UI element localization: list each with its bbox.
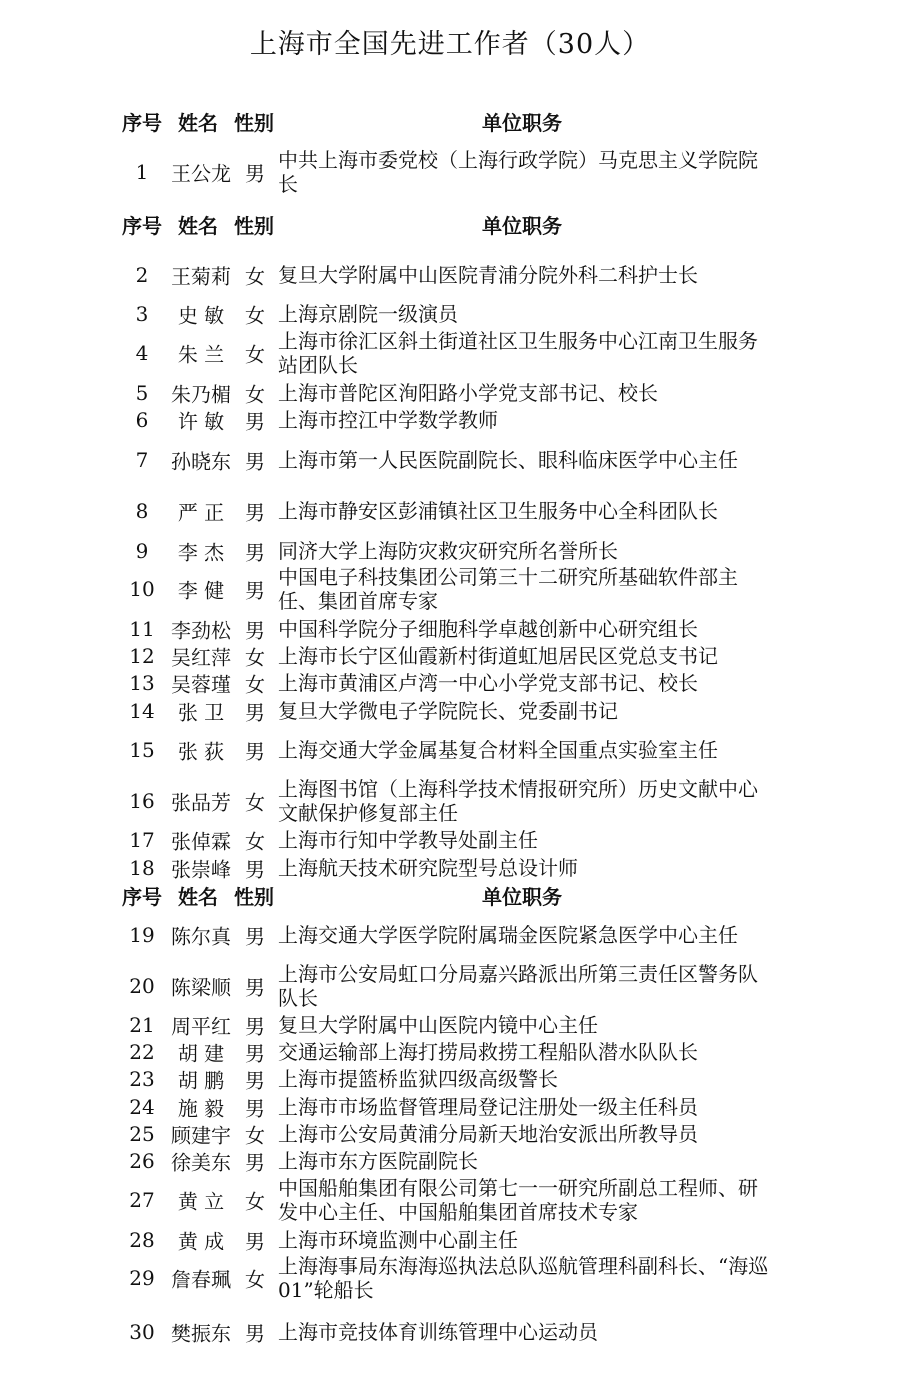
row-num: 1 — [135, 160, 149, 184]
row-unit: 复旦大学附属中山医院内镜中心主任 — [278, 1013, 598, 1037]
row-unit: 上海市东方医院副院长 — [278, 1149, 478, 1173]
row-gender: 男 — [245, 1150, 265, 1175]
row-name: 吴红萍 — [171, 645, 231, 670]
row-num: 9 — [135, 539, 149, 563]
row-unit: 交通运输部上海打捞局救捞工程船队潜水队队长 — [278, 1040, 698, 1064]
header-unit: 单位职务 — [482, 111, 562, 135]
row-unit: 上海市第一人民医院副院长、眼科临床医学中心主任 — [278, 448, 738, 472]
table-row — [0, 148, 900, 196]
table-header — [0, 107, 900, 135]
row-unit: 上海市环境监测中心副主任 — [278, 1228, 518, 1252]
row-unit: 上海市静安区彭浦镇社区卫生服务中心全科团队长 — [278, 499, 718, 523]
row-num: 20 — [129, 974, 155, 998]
row-gender: 男 — [245, 857, 265, 882]
table-row — [0, 446, 900, 474]
row-num: 15 — [129, 738, 155, 762]
row-name: 詹春珮 — [171, 1267, 231, 1292]
row-gender: 男 — [245, 1321, 265, 1346]
row-unit: 上海航天技术研究院型号总设计师 — [278, 856, 578, 880]
row-gender: 男 — [245, 975, 265, 1000]
table-header — [0, 210, 900, 238]
row-name: 陈尔真 — [171, 924, 231, 949]
row-gender: 女 — [245, 342, 265, 367]
row-gender: 女 — [245, 829, 265, 854]
row-gender: 女 — [245, 1267, 265, 1292]
row-unit: 上海京剧院一级演员 — [278, 302, 458, 326]
row-unit: 中共上海市委党校（上海行政学院）马克思主义学院院长 — [278, 148, 758, 196]
row-gender: 男 — [245, 578, 265, 603]
table-row — [0, 697, 900, 725]
row-gender: 男 — [245, 1041, 265, 1066]
row-num: 11 — [129, 617, 155, 641]
row-num: 27 — [129, 1188, 155, 1212]
row-gender: 女 — [245, 1123, 265, 1148]
row-gender: 男 — [245, 540, 265, 565]
row-unit: 中国科学院分子细胞科学卓越创新中心研究组长 — [278, 617, 698, 641]
row-unit: 上海市黄浦区卢湾一中心小学党支部书记、校长 — [278, 671, 698, 695]
row-gender: 男 — [245, 161, 265, 186]
table-row — [0, 1226, 900, 1254]
row-num: 29 — [129, 1266, 155, 1290]
header-gender: 性别 — [234, 214, 274, 238]
row-name: 严 正 — [177, 500, 225, 525]
row-gender: 女 — [245, 790, 265, 815]
table-row — [0, 642, 900, 670]
row-gender: 男 — [245, 924, 265, 949]
page-title: 上海市全国先进工作者（30人） — [249, 29, 651, 60]
table-row — [0, 1176, 900, 1224]
row-name: 吴蓉瑾 — [171, 672, 231, 697]
row-num: 17 — [129, 828, 155, 852]
row-name: 王公龙 — [171, 161, 231, 186]
row-unit: 上海市竞技体育训练管理中心运动员 — [278, 1320, 598, 1344]
table-row — [0, 565, 900, 613]
row-name: 张品芳 — [171, 790, 231, 815]
row-gender: 男 — [245, 409, 265, 434]
row-unit: 上海图书馆（上海科学技术情报研究所）历史文献中心文献保护修复部主任 — [278, 777, 758, 825]
row-gender: 女 — [245, 264, 265, 289]
table-row — [0, 1254, 900, 1302]
table-row — [0, 300, 900, 328]
row-num: 8 — [135, 499, 149, 523]
row-unit: 上海市公安局虹口分局嘉兴路派出所第三责任区警务队队长 — [278, 962, 758, 1010]
header-name: 姓名 — [178, 885, 218, 909]
row-num: 19 — [129, 923, 155, 947]
row-num: 12 — [129, 644, 155, 668]
row-name: 胡 建 — [177, 1041, 225, 1066]
row-name: 黄 成 — [177, 1229, 225, 1254]
header-unit: 单位职务 — [482, 214, 562, 238]
row-gender: 女 — [245, 645, 265, 670]
row-unit: 上海市提篮桥监狱四级高级警长 — [278, 1067, 558, 1091]
header-num: 序号 — [122, 214, 162, 238]
row-gender: 女 — [245, 1189, 265, 1214]
row-gender: 男 — [245, 1229, 265, 1254]
row-num: 23 — [129, 1067, 155, 1091]
row-unit: 上海海事局东海海巡执法总队巡航管理科副科长、“海巡01”轮船长 — [278, 1254, 769, 1302]
row-gender: 男 — [245, 1014, 265, 1039]
row-num: 4 — [135, 341, 149, 365]
table-row — [0, 406, 900, 434]
table-row — [0, 777, 900, 825]
row-name: 樊振东 — [171, 1321, 231, 1346]
row-gender: 男 — [245, 739, 265, 764]
row-gender: 男 — [245, 500, 265, 525]
row-name: 施 毅 — [177, 1096, 225, 1121]
row-unit: 复旦大学附属中山医院青浦分院外科二科护士长 — [278, 263, 698, 287]
row-name: 许 敏 — [177, 409, 225, 434]
row-num: 18 — [129, 856, 155, 880]
row-name: 朱 兰 — [177, 342, 225, 367]
row-name: 李 杰 — [177, 540, 225, 565]
table-row — [0, 329, 900, 377]
row-num: 25 — [129, 1122, 155, 1146]
row-name: 张倬霖 — [171, 829, 231, 854]
row-name: 胡 鹏 — [177, 1068, 225, 1093]
row-gender: 女 — [245, 303, 265, 328]
row-num: 3 — [135, 302, 149, 326]
header-gender: 性别 — [234, 885, 274, 909]
row-unit: 上海交通大学医学院附属瑞金医院紧急医学中心主任 — [278, 923, 738, 947]
row-num: 22 — [129, 1040, 155, 1064]
row-num: 10 — [129, 577, 155, 601]
header-unit: 单位职务 — [482, 885, 562, 909]
header-name: 姓名 — [178, 214, 218, 238]
table-row — [0, 1011, 900, 1039]
row-gender: 男 — [245, 700, 265, 725]
row-name: 陈梁顺 — [171, 975, 231, 1000]
table-row — [0, 826, 900, 854]
row-num: 5 — [135, 381, 149, 405]
table-row — [0, 537, 900, 565]
row-unit: 复旦大学微电子学院院长、党委副书记 — [278, 699, 618, 723]
row-num: 28 — [129, 1228, 155, 1252]
row-num: 21 — [129, 1013, 155, 1037]
row-name: 张 卫 — [177, 700, 225, 725]
table-row — [0, 736, 900, 764]
row-gender: 女 — [245, 382, 265, 407]
row-name: 王菊莉 — [171, 264, 231, 289]
row-unit: 上海市长宁区仙霞新村街道虹旭居民区党总支书记 — [278, 644, 718, 668]
table-row — [0, 921, 900, 949]
row-unit: 中国船舶集团有限公司第七一一研究所副总工程师、研发中心主任、中国船舶集团首席技术专家 — [278, 1176, 758, 1224]
table-row — [0, 615, 900, 643]
table-row — [0, 1093, 900, 1121]
row-name: 顾建宇 — [171, 1123, 231, 1148]
row-unit: 上海市公安局黄浦分局新天地治安派出所教导员 — [278, 1122, 698, 1146]
row-num: 13 — [129, 671, 155, 695]
row-name: 黄 立 — [177, 1189, 225, 1214]
row-name: 史 敏 — [177, 303, 225, 328]
header-name: 姓名 — [178, 111, 218, 135]
row-name: 周平红 — [171, 1014, 231, 1039]
table-row — [0, 379, 900, 407]
row-unit: 上海交通大学金属基复合材料全国重点实验室主任 — [278, 738, 718, 762]
row-num: 30 — [129, 1320, 155, 1344]
table-row — [0, 1120, 900, 1148]
table-row — [0, 669, 900, 697]
row-num: 2 — [135, 263, 149, 287]
row-name: 朱乃楣 — [171, 382, 231, 407]
table-row — [0, 962, 900, 1010]
table-row — [0, 1318, 900, 1346]
row-unit: 上海市行知中学教导处副主任 — [278, 828, 538, 852]
row-name: 孙晓东 — [171, 449, 231, 474]
table-row — [0, 1065, 900, 1093]
row-num: 6 — [135, 408, 149, 432]
table-row — [0, 497, 900, 525]
header-num: 序号 — [122, 111, 162, 135]
row-gender: 男 — [245, 618, 265, 643]
row-gender: 男 — [245, 449, 265, 474]
table-header — [0, 881, 900, 909]
table-row — [0, 261, 900, 289]
row-unit: 上海市徐汇区斜土街道社区卫生服务中心江南卫生服务站团队长 — [278, 329, 758, 377]
row-gender: 女 — [245, 672, 265, 697]
row-num: 14 — [129, 699, 155, 723]
table-row — [0, 1147, 900, 1175]
row-unit: 同济大学上海防灾救灾研究所名誉所长 — [278, 539, 618, 563]
table-row — [0, 854, 900, 882]
table-row — [0, 1038, 900, 1066]
row-name: 李劲松 — [171, 618, 231, 643]
row-num: 26 — [129, 1149, 155, 1173]
row-gender: 男 — [245, 1068, 265, 1093]
row-num: 7 — [135, 448, 149, 472]
row-name: 李 健 — [177, 578, 225, 603]
row-unit: 上海市普陀区洵阳路小学党支部书记、校长 — [278, 381, 658, 405]
row-num: 16 — [129, 789, 155, 813]
row-gender: 男 — [245, 1096, 265, 1121]
row-num: 24 — [129, 1095, 155, 1119]
row-name: 张 荻 — [177, 739, 225, 764]
header-gender: 性别 — [234, 111, 274, 135]
header-num: 序号 — [122, 885, 162, 909]
row-name: 张崇峰 — [171, 857, 231, 882]
row-unit: 中国电子科技集团公司第三十二研究所基础软件部主任、集团首席专家 — [278, 565, 738, 613]
row-name: 徐美东 — [171, 1150, 231, 1175]
row-unit: 上海市市场监督管理局登记注册处一级主任科员 — [278, 1095, 698, 1119]
row-unit: 上海市控江中学数学教师 — [278, 408, 498, 432]
